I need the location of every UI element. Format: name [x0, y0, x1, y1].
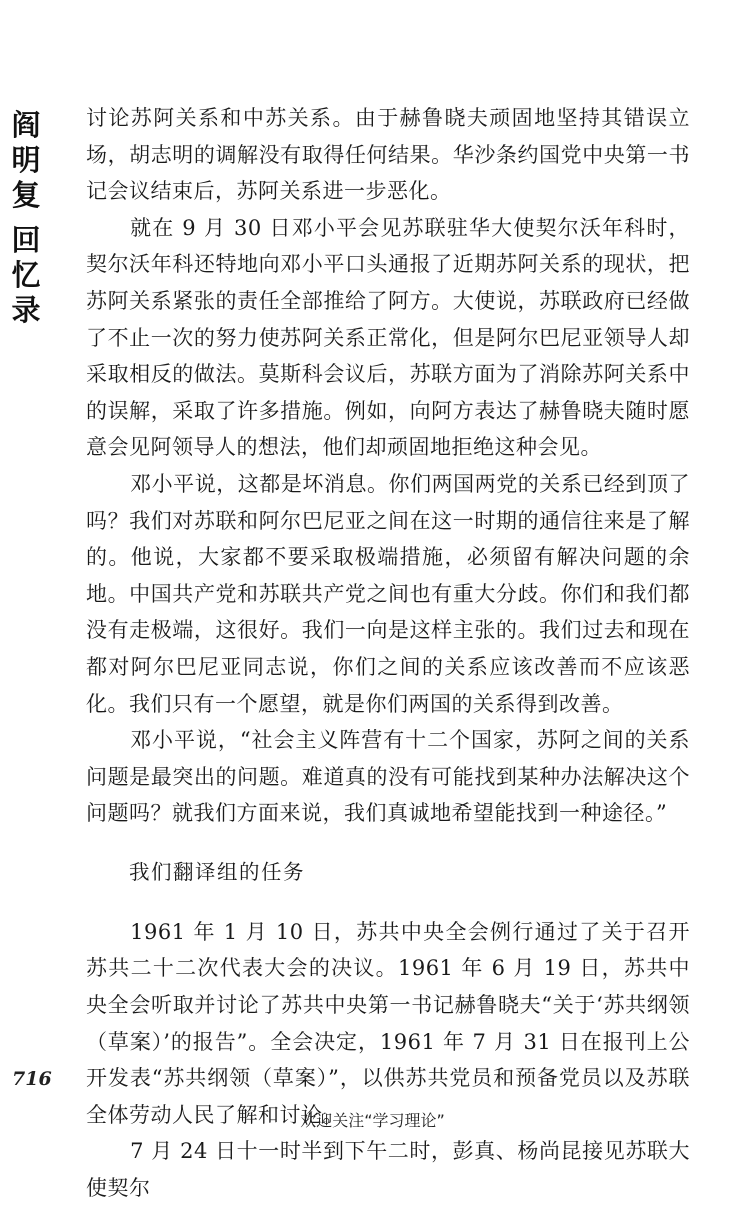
paragraph: 就在 9 月 30 日邓小平会见苏联驻华大使契尔沃年科时，契尔沃年科还特地向邓小平口头通报了近期苏阿关系的现状，把苏阿关系紧张的责任全部推给了阿方。大使说，苏联政府已经做了不止一次的努力使苏阿关系正常化，但是阿尔巴尼亚领导人却采取相反的做法。莫斯科会议后，苏联方面为了消除苏阿关系中的误解，采取了许多措施。例如，向阿方表达了赫鲁晓夫随时愿意会见阿领导人的想法，他们却顽固地拒绝这种会见。 — [86, 215, 690, 460]
title-gap — [8, 213, 44, 223]
section-heading: 我们翻译组的任务 — [129, 859, 306, 884]
book-title-char: 录 — [11, 293, 41, 327]
paragraph-continued: 讨论苏阿关系和中苏关系。由于赫鲁晓夫顽固地坚持其错误立场，胡志明的调解没有取得任何结果。华沙条约国党中央第一书记会议结束后，苏阿关系进一步恶化。 — [86, 106, 690, 204]
book-title-char: 复 — [11, 178, 41, 212]
book-title-char: 忆 — [11, 258, 41, 292]
book-title-char: 阎 — [11, 108, 41, 142]
footer-watermark-text: 欢迎关注“学习理论” — [300, 1111, 445, 1130]
page-body — [86, 100, 690, 1207]
page-number: 716 — [12, 1068, 52, 1090]
paragraph: 7 月 24 日十一时半到下午二时，彭真、杨尚昆接见苏联大使契尔 — [86, 1139, 690, 1201]
book-title-char: 明 — [11, 143, 41, 177]
paragraph: 邓小平说，这都是坏消息。你们两国两党的关系已经到顶了吗？我们对苏联和阿尔巴尼亚之间在这一时期的通信往来是了解的。他说，大家都不要采取极端措施，必须留有解决问题的余地。中国共产党和苏联共产党之间也有重大分歧。你们和我们都没有走极端，这很好。我们一向是这样主张的。我们过去和现在都对阿尔巴尼亚同志说，你们之间的关系应该改善而不应该恶化。我们只有一个愿望，就是你们两国的关系得到改善。 — [86, 471, 690, 716]
paragraph: 1961 年 1 月 10 日，苏共中央全会例行通过了关于召开苏共二十二次代表大会的决议。1961 年 6 月 19 日，苏共中央全会听取并讨论了苏共中央第一书记赫鲁晓夫“关于‘苏共纲领（草案）’的报告”。全会决定，1961 年 7 月 31 日在报刊上公开发表“苏共纲领（草案）”，以供苏共党员和预备党员以及苏联全体劳动人民了解和讨论。 — [86, 919, 690, 1127]
book-title-char: 回 — [11, 223, 41, 257]
book-title-vertical — [8, 108, 44, 328]
paragraph: 邓小平说，“社会主义阵营有十二个国家，苏阿之间的关系问题是最突出的问题。难道真的没有可能找到某种办法解决这个问题吗？就我们方面来说，我们真诚地希望能找到一种途径。” — [86, 728, 690, 826]
